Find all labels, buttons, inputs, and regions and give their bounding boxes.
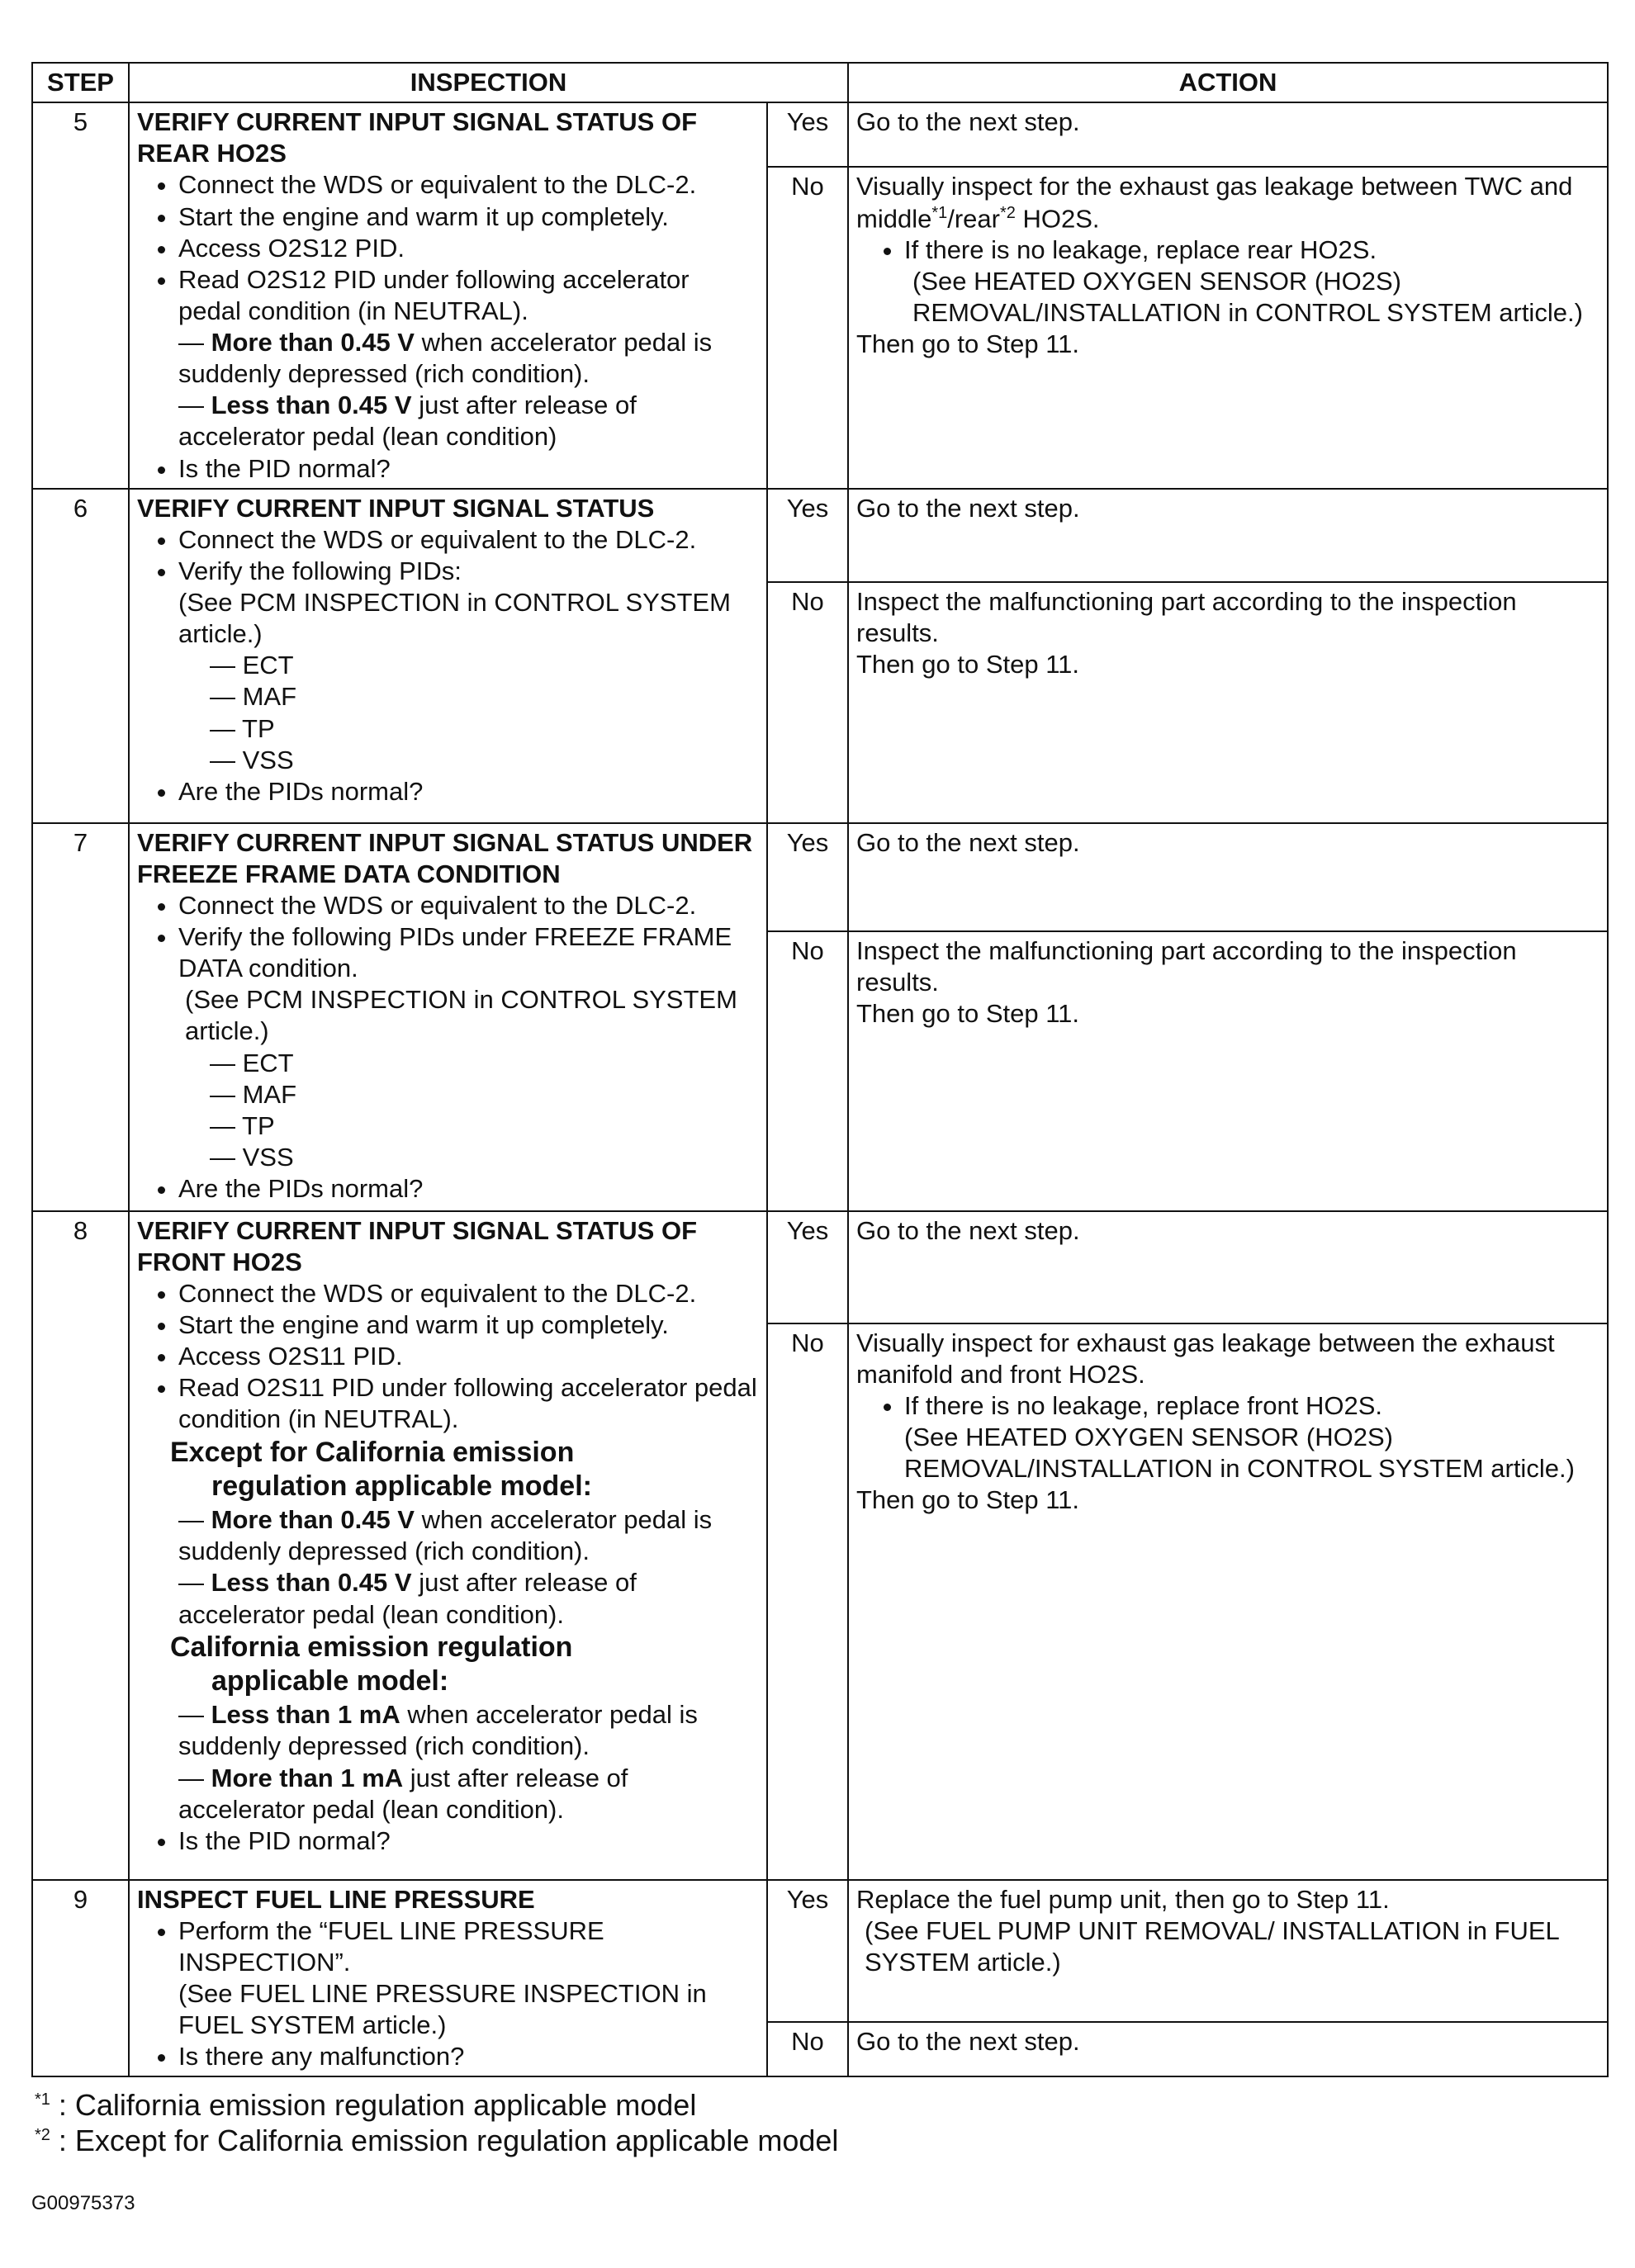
step-number: 8 — [32, 1211, 129, 1880]
inspection-list — [137, 890, 759, 1205]
no-action-part: Visually inspect for the exhaust gas leakage between TWC and middle — [856, 172, 1573, 233]
no-label: No — [767, 582, 848, 823]
footnote-mark: *2 — [999, 203, 1016, 222]
table-header-row — [32, 63, 1608, 102]
inspection-list — [137, 1278, 759, 1436]
condition-value: Less than 0.45 V — [211, 391, 412, 420]
inspection-cell — [129, 489, 767, 823]
section-subheading: applicable model: — [211, 1665, 449, 1697]
condition-value: Less than 0.45 V — [211, 1568, 412, 1598]
question-item: • Is the PID normal? — [178, 1825, 759, 1857]
pid-item: — ECT — [210, 1048, 294, 1077]
condition-text: just after release of accelerator pedal (lean condition). — [178, 1763, 628, 1824]
section-subheading: California emission regulation — [170, 1631, 573, 1663]
condition-item: — More than 1 mA just after release of accelerator pedal (lean condition). — [178, 1763, 628, 1824]
list-item: • Connect the WDS or equivalent to the DLC-2. — [178, 890, 759, 921]
inspection-list — [137, 169, 759, 484]
no-action: Go to the next step. — [848, 2022, 1608, 2077]
yes-action: Go to the next step. — [848, 1211, 1608, 1323]
pid-item: — ECT — [210, 651, 294, 680]
action-list — [856, 234, 1599, 329]
then-text: Then go to Step 11. — [856, 329, 1080, 359]
inspection-list — [137, 1825, 759, 1857]
yes-action: Go to the next step. — [848, 102, 1608, 167]
pid-item: — VSS — [210, 745, 294, 774]
then-text: Then go to Step 11. — [856, 1485, 1080, 1515]
list-item: • Connect the WDS or equivalent to the DLC-2. — [178, 169, 759, 201]
list-item: • Connect the WDS or equivalent to the DLC-2. — [178, 1278, 759, 1309]
list-item: • Access O2S11 PID. — [178, 1341, 759, 1372]
section-subheading: regulation applicable model: — [211, 1470, 592, 1503]
no-label: No — [767, 931, 848, 1211]
condition-item: — More than 0.45 V when accelerator pedal is suddenly depressed (rich condition). — [178, 328, 713, 389]
yes-label: Yes — [767, 823, 848, 931]
reference-text: (See FUEL PUMP UNIT REMOVAL/ INSTALLATION in FUEL SYSTEM article.) — [865, 1915, 1559, 1977]
no-action — [848, 1323, 1608, 1880]
footnote-mark: *2 — [35, 2126, 50, 2145]
no-action-text: Visually inspect for exhaust gas leakage between the exhaust manifold and front HO2S. — [856, 1328, 1555, 1389]
then-text: Then go to Step 11. — [856, 998, 1080, 1028]
table-row — [32, 823, 1608, 931]
pid-item: — TP — [210, 1110, 275, 1140]
condition-value: More than 0.45 V — [211, 328, 415, 357]
footnote-text: : California emission regulation applicable model — [50, 2088, 697, 2122]
list-item — [178, 264, 759, 453]
condition-text: just after release of accelerator pedal (lean condition) — [178, 391, 637, 452]
step-title: VERIFY CURRENT INPUT SIGNAL STATUS UNDER FREEZE FRAME DATA CONDITION — [137, 827, 753, 888]
step-number: 9 — [32, 1880, 129, 2077]
list-item — [178, 921, 759, 1173]
then-text: Then go to Step 11. — [856, 649, 1080, 679]
list-item — [904, 234, 1599, 329]
pid-item: — MAF — [210, 682, 297, 712]
footnote-mark: *1 — [931, 203, 948, 222]
table-row — [32, 489, 1608, 582]
footnote — [35, 2123, 838, 2158]
condition-item: — Less than 0.45 V just after release of accelerator pedal (lean condition). — [178, 1568, 637, 1629]
condition-text: when accelerator pedal is suddenly depressed (rich condition). — [178, 1505, 713, 1566]
reference-text: (See FUEL LINE PRESSURE INSPECTION in FUEL SYSTEM article.) — [178, 1979, 707, 2040]
yes-label: Yes — [767, 489, 848, 582]
condition-value: More than 1 mA — [211, 1763, 404, 1792]
no-action-part: /rear — [947, 203, 1000, 233]
footnote-mark: *1 — [35, 2090, 50, 2109]
footnotes — [35, 2087, 838, 2158]
condition-text: when accelerator pedal is suddenly depressed (rich condition). — [178, 1700, 698, 1761]
list-item: • Connect the WDS or equivalent to the DLC-2. — [178, 524, 759, 556]
yes-action: Go to the next step. — [848, 823, 1608, 931]
list-item-text: Perform the “FUEL LINE PRESSURE INSPECTION”. — [178, 1915, 604, 1977]
no-label: No — [767, 2022, 848, 2077]
header-inspection: INSPECTION — [129, 63, 848, 102]
condition-value: More than 0.45 V — [211, 1505, 415, 1535]
no-action-part: HO2S. — [1015, 203, 1100, 233]
condition-item: — More than 0.45 V when accelerator pedal is suddenly depressed (rich condition). — [178, 1505, 713, 1566]
yes-label: Yes — [767, 1880, 848, 2022]
step-number: 7 — [32, 823, 129, 1211]
action-list — [856, 1390, 1599, 1484]
condition-value: Less than 1 mA — [211, 1700, 400, 1730]
reference-text: (See HEATED OXYGEN SENSOR (HO2S) REMOVAL/INSTALLATION in CONTROL SYSTEM article.) — [912, 267, 1583, 328]
list-item — [178, 1915, 759, 2042]
condition-item: — Less than 0.45 V just after release of accelerator pedal (lean condition) — [178, 391, 637, 452]
no-action-text — [856, 171, 1599, 234]
no-action — [848, 167, 1608, 488]
header-action: ACTION — [848, 63, 1608, 102]
list-item: • Start the engine and warm it up completely. — [178, 1309, 759, 1341]
table-row — [32, 1880, 1608, 2022]
list-item: • Read O2S11 PID under following accelerator pedal condition (in NEUTRAL). — [178, 1372, 759, 1435]
pid-item: — MAF — [210, 1079, 297, 1109]
footnote — [35, 2087, 838, 2123]
footnote-text: : Except for California emission regulation applicable model — [50, 2124, 839, 2158]
reference-text: (See PCM INSPECTION in CONTROL SYSTEM article.) — [185, 985, 737, 1046]
no-action-text: Inspect the malfunctioning part according to the inspection results. — [856, 935, 1517, 997]
condition-text: just after release of accelerator pedal (lean condition). — [178, 1568, 637, 1629]
inspection-cell — [129, 823, 767, 1211]
list-item-text: Verify the following PIDs: — [178, 556, 462, 585]
list-item — [178, 556, 759, 776]
question-item: • Are the PIDs normal? — [178, 776, 759, 807]
step-title: VERIFY CURRENT INPUT SIGNAL STATUS OF FRONT HO2S — [137, 1215, 698, 1276]
condition-item: — Less than 1 mA when accelerator pedal is suddenly depressed (rich condition). — [178, 1700, 698, 1761]
condition-text: when accelerator pedal is suddenly depressed (rich condition). — [178, 328, 713, 389]
no-action — [848, 931, 1608, 1211]
pid-item: — VSS — [210, 1142, 294, 1172]
header-step: STEP — [32, 63, 129, 102]
list-item-text: If there is no leakage, replace front HO2S. — [904, 1390, 1382, 1420]
yes-action — [848, 1880, 1608, 2022]
table-row — [32, 102, 1608, 167]
inspection-cell — [129, 102, 767, 489]
step-title: INSPECT FUEL LINE PRESSURE — [137, 1884, 535, 1914]
no-label: No — [767, 1323, 848, 1880]
no-action-text: Inspect the malfunctioning part according to the inspection results. — [856, 586, 1517, 647]
step-number: 6 — [32, 489, 129, 823]
yes-label: Yes — [767, 1211, 848, 1323]
question-item: • Is there any malfunction? — [178, 2041, 759, 2072]
no-label: No — [767, 167, 848, 488]
list-item-text: Verify the following PIDs under FREEZE FRAME DATA condition. — [178, 922, 732, 983]
inspection-list — [137, 1915, 759, 2073]
list-item-text: If there is no leakage, replace rear HO2S. — [904, 235, 1377, 265]
list-item: • Access O2S12 PID. — [178, 233, 759, 264]
yes-action-text: Replace the fuel pump unit, then go to Step 11. — [856, 1884, 1390, 1914]
step-title: VERIFY CURRENT INPUT SIGNAL STATUS OF REAR HO2S — [137, 107, 698, 168]
figure-id: G00975373 — [31, 2192, 135, 2214]
yes-label: Yes — [767, 102, 848, 167]
question-item: • Is the PID normal? — [178, 453, 759, 485]
question-item: • Are the PIDs normal? — [178, 1173, 759, 1205]
list-item — [904, 1390, 1599, 1484]
reference-text: (See PCM INSPECTION in CONTROL SYSTEM article.) — [178, 588, 731, 649]
inspection-list — [137, 524, 759, 807]
inspection-cell — [129, 1880, 767, 2077]
yes-action: Go to the next step. — [848, 489, 1608, 582]
table-row — [32, 1211, 1608, 1323]
no-action — [848, 582, 1608, 823]
inspection-cell — [129, 1211, 767, 1880]
list-item-text: Read O2S12 PID under following accelerator pedal condition (in NEUTRAL). — [178, 264, 690, 325]
step-title: VERIFY CURRENT INPUT SIGNAL STATUS — [137, 493, 655, 523]
list-item: • Start the engine and warm it up completely. — [178, 201, 759, 233]
pid-item: — TP — [210, 713, 275, 743]
step-number: 5 — [32, 102, 129, 489]
reference-text: (See HEATED OXYGEN SENSOR (HO2S) REMOVAL/INSTALLATION in CONTROL SYSTEM article.) — [904, 1422, 1575, 1483]
section-subheading: Except for California emission — [170, 1436, 575, 1468]
procedure-table — [31, 62, 1609, 2077]
